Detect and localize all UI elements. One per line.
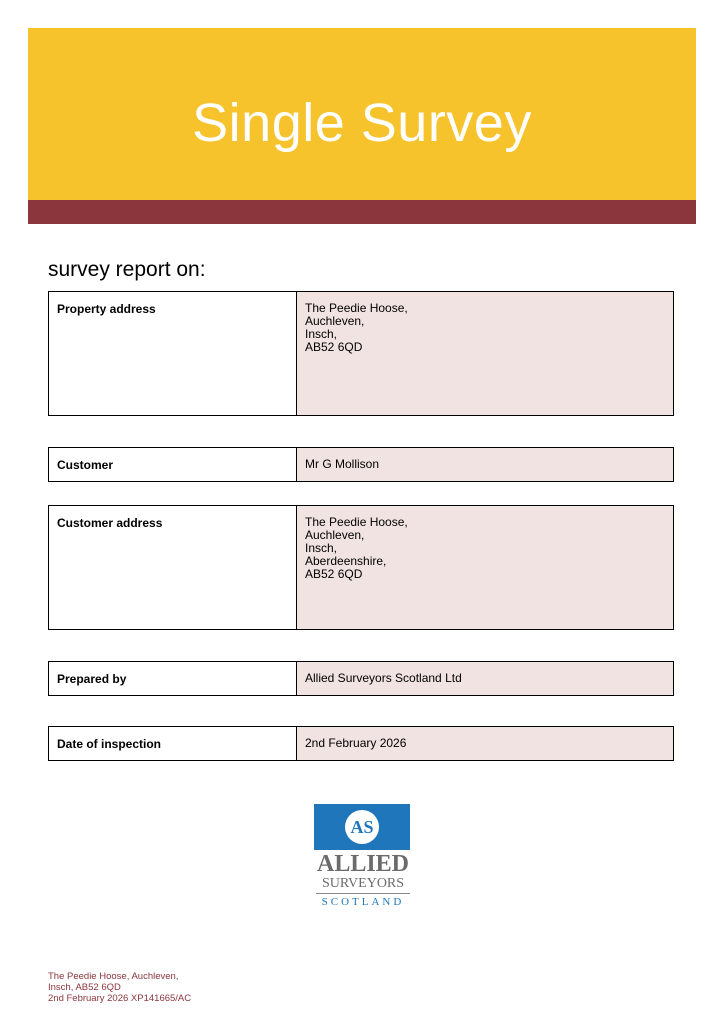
logo-emblem [314, 804, 410, 850]
customer-address-row [48, 505, 674, 630]
property-address-row [48, 291, 674, 416]
footer-line: The Peedie Hoose, Auchleven, [48, 971, 179, 982]
prepared-by-label: Prepared by [49, 662, 297, 695]
property-address-line: The Peedie Hoose, [305, 301, 408, 315]
customer-address-line: Auchleven, [305, 528, 365, 542]
banner-accent-band [28, 200, 696, 224]
logo-wordmark-scotland: SCOTLAND [321, 896, 405, 908]
report-subtitle: survey report on: [48, 258, 206, 281]
property-address-line: Insch, [305, 327, 338, 341]
footer-line: 2nd February 2026 XP141665/AC [48, 993, 192, 1004]
logo-divider [316, 893, 410, 894]
property-address-line: AB52 6QD [305, 340, 363, 354]
date-of-inspection-label: Date of inspection [49, 727, 297, 760]
page-title: Single Survey [192, 93, 532, 153]
property-address-label: Property address [49, 292, 297, 415]
customer-address-line: Aberdeenshire, [305, 554, 387, 568]
prepared-by-value: Allied Surveyors Scotland Ltd [297, 662, 673, 695]
date-of-inspection-value: 2nd February 2026 [297, 727, 673, 760]
logo-monogram: AS [345, 810, 379, 844]
title-banner [28, 28, 696, 200]
page-footer [48, 971, 191, 1004]
property-address-line: Auchleven, [305, 314, 365, 328]
customer-address-line: Insch, [305, 541, 338, 555]
logo-wordmark-surveyors: SURVEYORS [321, 876, 405, 891]
property-address-value [297, 292, 673, 415]
customer-address-label: Customer address [49, 506, 297, 629]
customer-address-value [297, 506, 673, 629]
prepared-by-row [48, 661, 674, 696]
customer-label: Customer [49, 448, 297, 481]
logo-wordmark-allied: ALLIED [316, 851, 410, 877]
customer-value: Mr G Mollison [297, 448, 673, 481]
date-of-inspection-row [48, 726, 674, 761]
customer-address-line: The Peedie Hoose, [305, 515, 408, 529]
customer-address-line: AB52 6QD [305, 567, 363, 581]
customer-row [48, 447, 674, 482]
footer-line: Insch, AB52 6QD [48, 982, 121, 993]
allied-surveyors-logo [314, 804, 412, 909]
